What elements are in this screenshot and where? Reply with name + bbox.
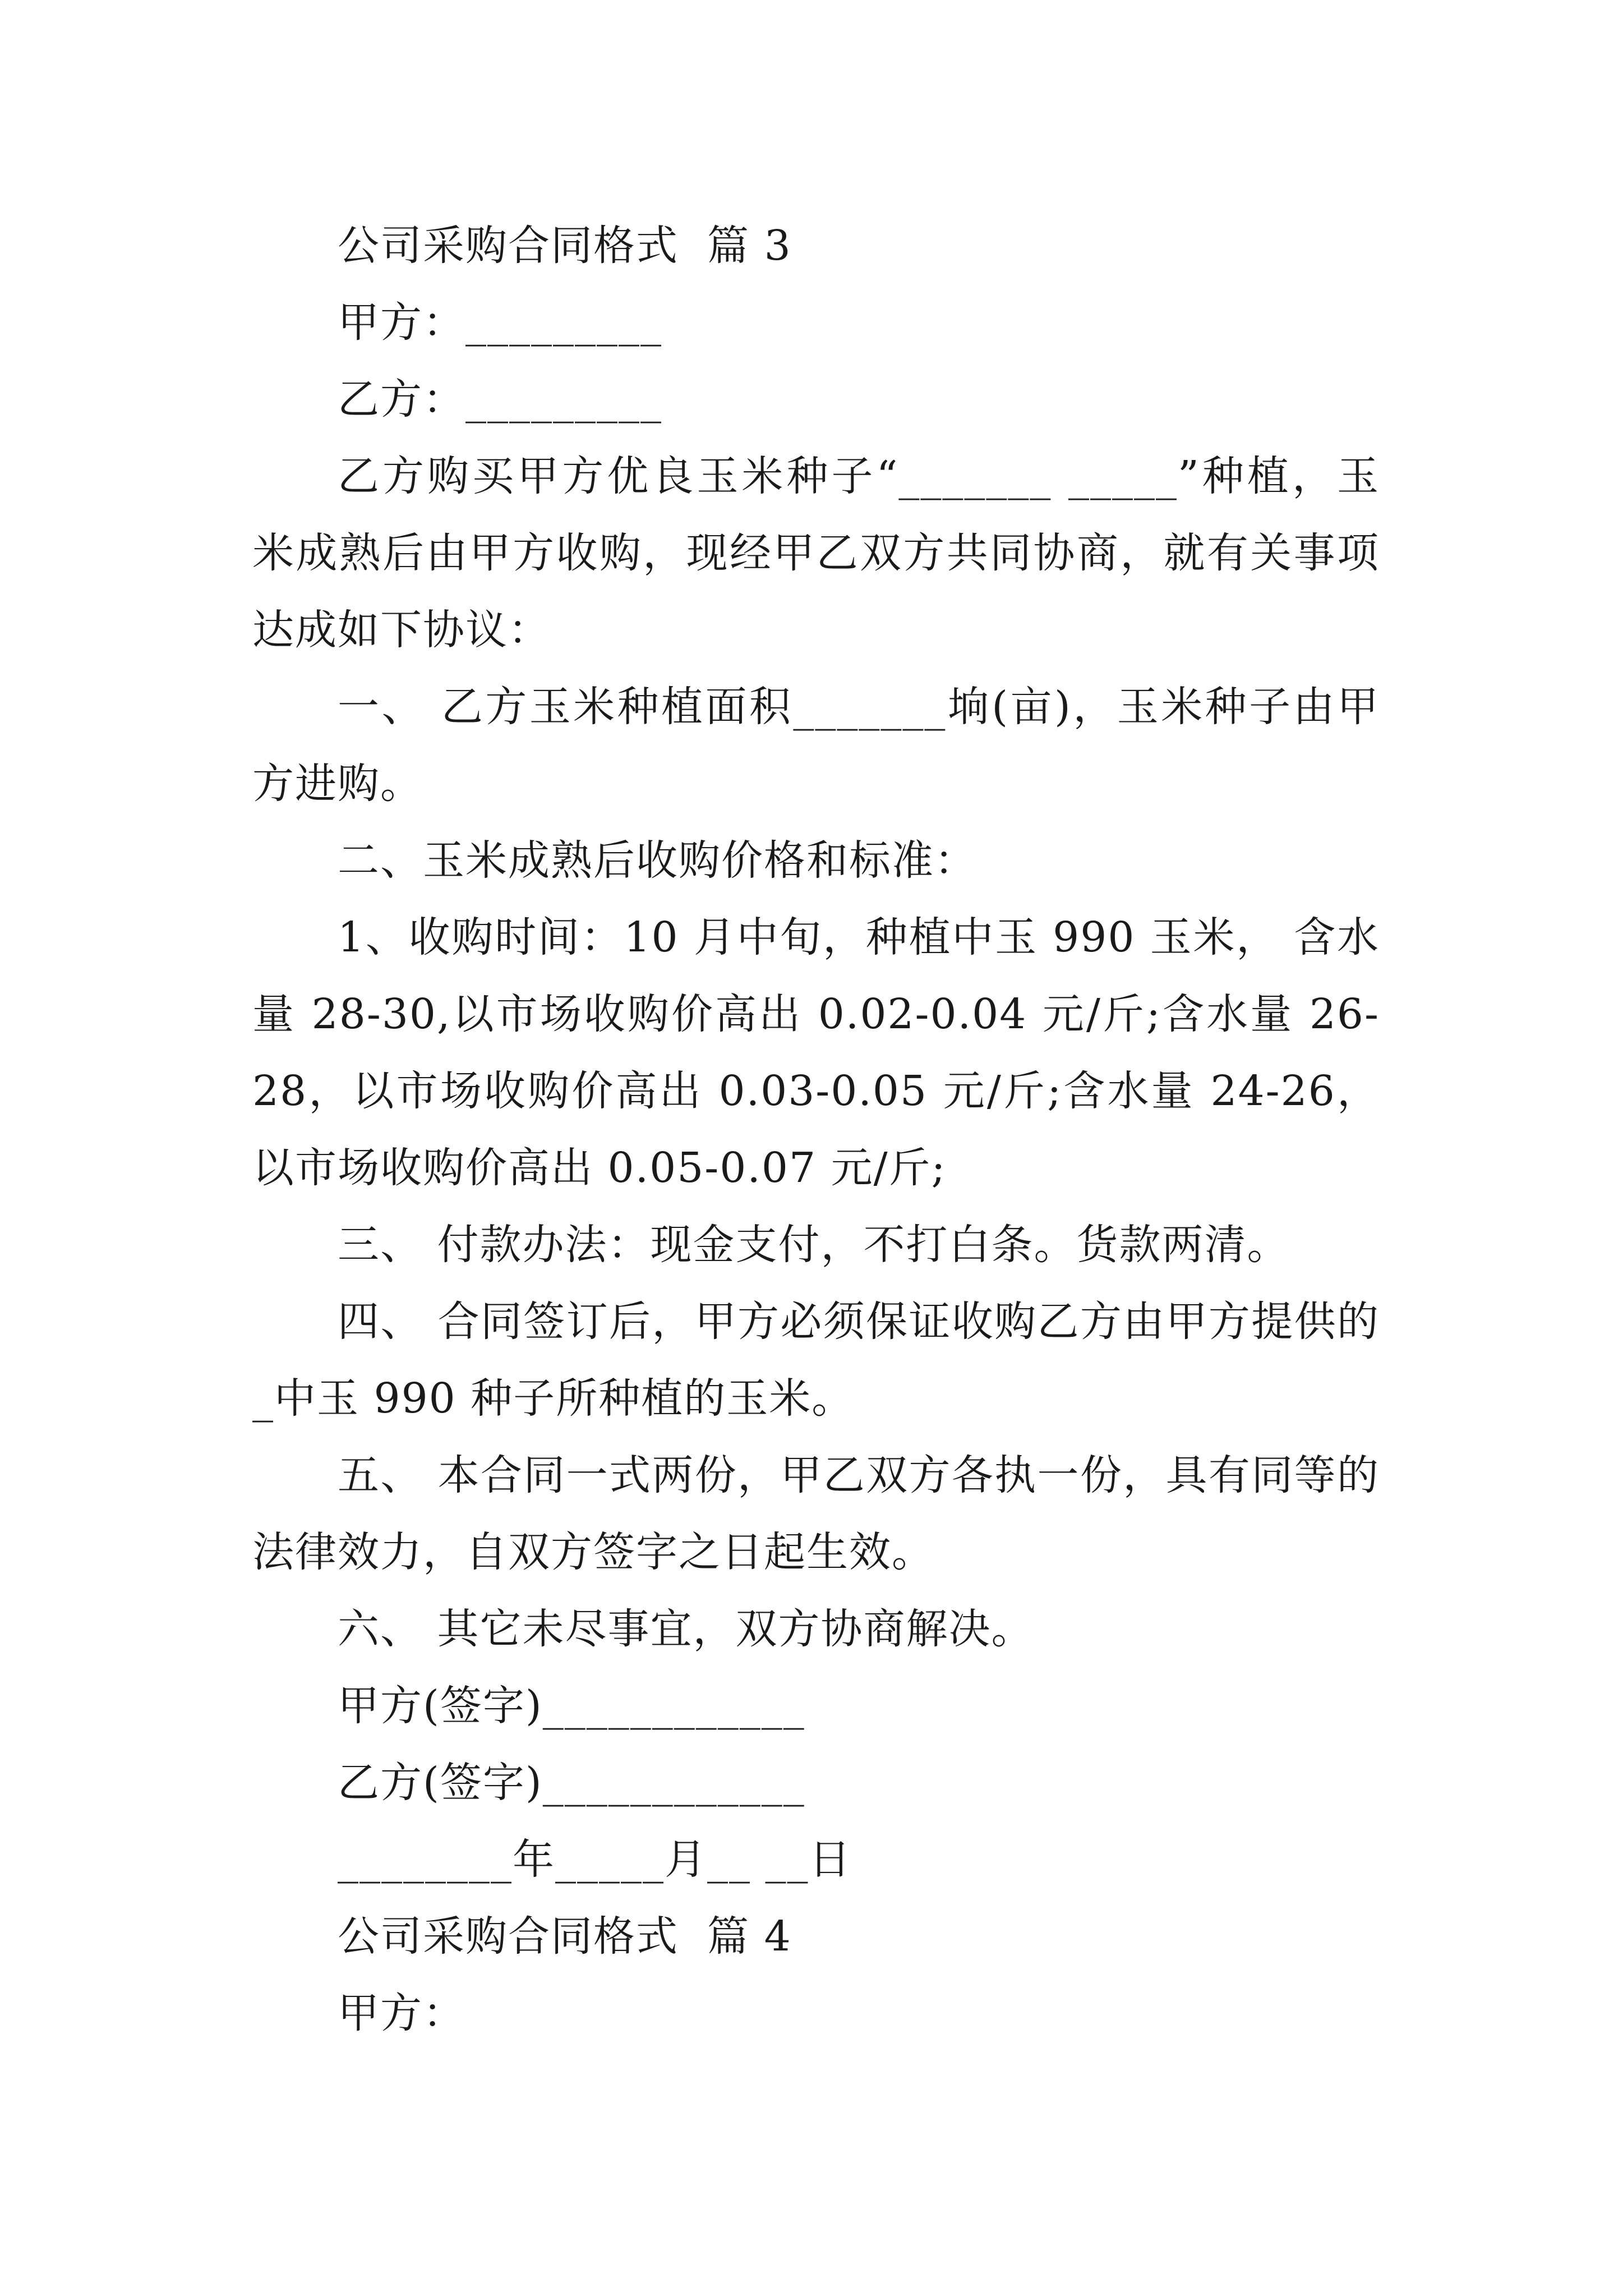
party-b-line: 乙方：_________ — [338, 375, 662, 424]
intro-paragraph: 乙方购买甲方优良玉米种子“_______ _____”种植，玉米成熟后由甲方收购，现经甲乙双方共同协商，就有关事项达成如下协议： — [252, 452, 1380, 654]
party-a-signature: 甲方(签字)____________ — [338, 1682, 805, 1730]
section-heading-2: 公司采购合同格式 篇 4 — [338, 1912, 792, 1961]
clause-2-item-1: 1、收购时间：10 月中旬，种植中玉 990 玉米， 含水量 28-30,以市场收购价高出 0.02-0.04 元/斤;含水量 26-28，以市场收购价高出 0.03-0.05 元/斤;含水量 24-26，以市场收购价高出 0.05-0.07 元/斤; — [252, 913, 1380, 1192]
party-a-line-2: 甲方： — [338, 1989, 465, 2037]
clause-3: 三、 付款办法：现金支付，不打白条。货款两清。 — [338, 1221, 1290, 1269]
clause-4: 四、 合同签订后，甲方必须保证收购乙方由甲方提供的_中玉 990 种子所种植的玉米。 — [252, 1297, 1380, 1423]
party-b-signature: 乙方(签字)____________ — [338, 1759, 805, 1807]
clause-6: 六、 其它未尽事宜，双方协商解决。 — [338, 1605, 1034, 1653]
clause-5: 五、 本合同一式两份，甲乙双方各执一份，具有同等的法律效力，自双方签字之日起生效。 — [252, 1451, 1380, 1576]
date-line: ________年_____月__ __日 — [338, 1835, 852, 1884]
section-heading: 公司采购合同格式 篇 3 — [338, 222, 792, 270]
party-a-line: 甲方：_________ — [338, 298, 662, 347]
clause-1: 一、 乙方玉米种植面积_______垧(亩)，玉米种子由甲方进购。 — [252, 683, 1380, 808]
document-page — [252, 208, 1380, 2052]
clause-2: 二、玉米成熟后收购价格和标准： — [338, 836, 977, 885]
